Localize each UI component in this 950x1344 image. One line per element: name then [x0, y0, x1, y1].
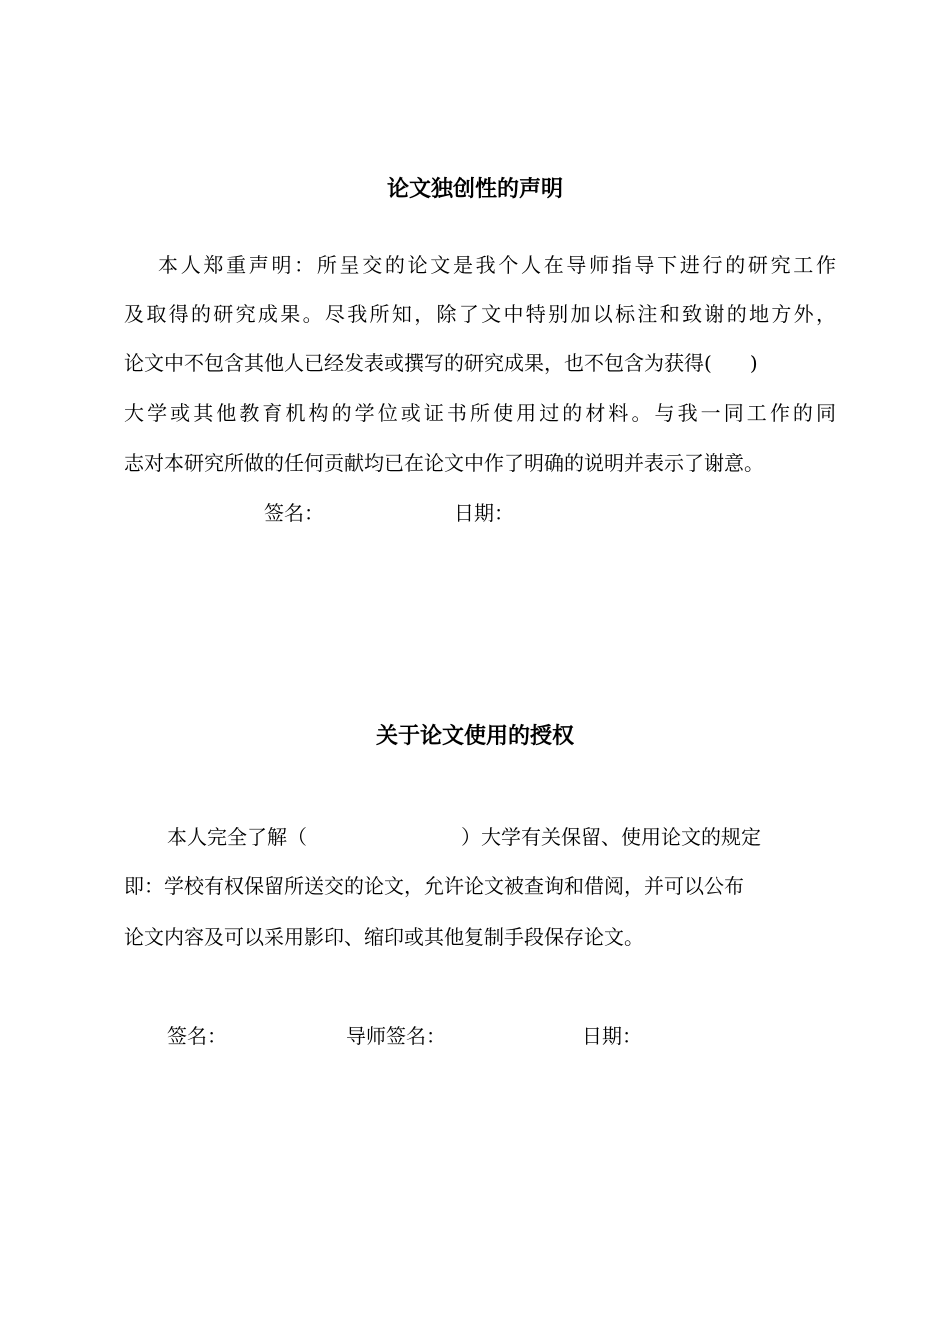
declaration-line-5: 志对本研究所做的任何贡献均已在论文中作了明确的说明并表示了谢意。 [124, 451, 764, 475]
declaration-title: 论文独创性的声明 [386, 177, 563, 202]
declaration-line-2: 及取得的研究成果。尽我所知，除了文中特别加以标注和致谢的地方外， [124, 302, 836, 326]
declaration-signature-label: 签名： [264, 501, 324, 525]
authorization-line-1-before: 本人完全了解（ [167, 825, 307, 849]
authorization-line-1 [167, 822, 761, 852]
declaration-date-label: 日期： [454, 501, 514, 525]
authorization-line-3: 论文内容及可以采用影印、缩印或其他复制手段保存论文。 [124, 925, 644, 949]
authorization-title: 关于论文使用的授权 [375, 724, 574, 749]
authorization-line-2: 即：学校有权保留所送交的论文，允许论文被查询和借阅，并可以公布 [124, 874, 744, 898]
authorization-line-1-after: ）大学有关保留、使用论文的规定 [461, 825, 761, 849]
declaration-line-4: 大学或其他教育机构的学位或证书所使用过的材料。与我一同工作的同 [124, 401, 836, 425]
authorization-signature-label: 签名： [167, 1024, 227, 1048]
advisor-signature-label: 导师签名： [346, 1024, 446, 1048]
authorization-date-label: 日期： [582, 1024, 642, 1048]
declaration-line-3-close: ) [749, 351, 758, 375]
declaration-line-3 [124, 348, 844, 378]
declaration-line-3-text: 论文中不包含其他人已经发表或撰写的研究成果，也不包含为获得( [124, 351, 712, 375]
declaration-line-1: 本人郑重声明：所呈交的论文是我个人在导师指导下进行的研究工作 [158, 253, 836, 277]
